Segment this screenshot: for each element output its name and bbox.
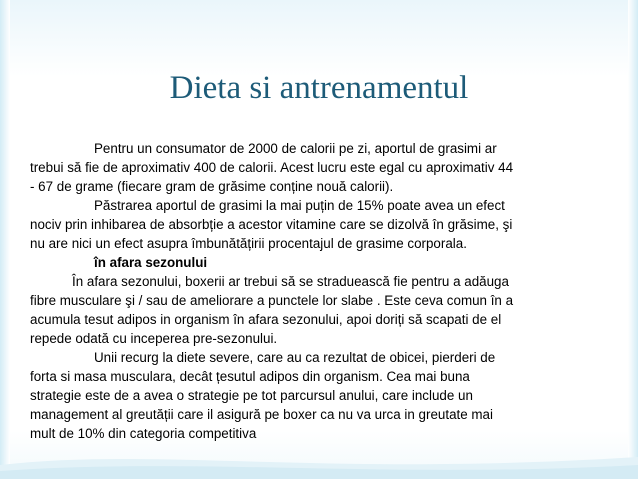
text-line: nociv prin inhibarea de absorbție a acestor vitamine care se dizolvă în grăsime, şi — [30, 217, 513, 232]
text-line: strategie este de a avea o strategie pe tot parcursul anului, care include un — [30, 388, 473, 403]
text-line: În afara sezonului, boxerii ar trebui să se straduească fie pentru a adăuga — [72, 274, 509, 289]
text-line: Unii recurg la diete severe, care au ca rezultat de obicei, pierderi de — [94, 350, 496, 365]
bottom-wave-decoration — [0, 443, 638, 479]
text-line: forta si masa musculara, decât țesutul adipos din organism. Cea mai buna — [30, 369, 470, 384]
text-line: Păstrarea aportul de grasimi la mai puțin de 15% poate avea un efect — [94, 198, 505, 213]
body-text — [30, 139, 630, 443]
text-line: nu are nici un efect asupra îmbunătățirii procentajul de grasime corporala. — [30, 236, 467, 251]
text-line: repede odată cu inceperea pre-sezonului. — [30, 331, 278, 346]
text-line: fibre musculare şi / sau de ameliorare a punctele lor slabe . Este ceva comun în a — [30, 293, 514, 308]
text-line: Pentru un consumator de 2000 de calorii pe zi, aportul de grasimi ar — [94, 141, 497, 156]
slide-title: Dieta si antrenamentul — [169, 70, 469, 106]
text-line: mult de 10% din categoria competitiva — [30, 426, 257, 441]
text-line: trebui să fie de aproximativ 400 de calorii. Acest lucru este egal cu aproximativ 44 — [30, 160, 514, 175]
text-line: acumula tesut adipos in organism în afara sezonului, apoi doriți să scapati de el — [30, 312, 502, 327]
text-line: - 67 de grame (fiecare gram de grăsime conține nouă calorii). — [30, 179, 394, 194]
text-line: management al greutății care il asigură pe boxer ca nu va urca in greutate mai — [30, 407, 493, 422]
section-heading: în afara sezonului — [94, 255, 208, 270]
